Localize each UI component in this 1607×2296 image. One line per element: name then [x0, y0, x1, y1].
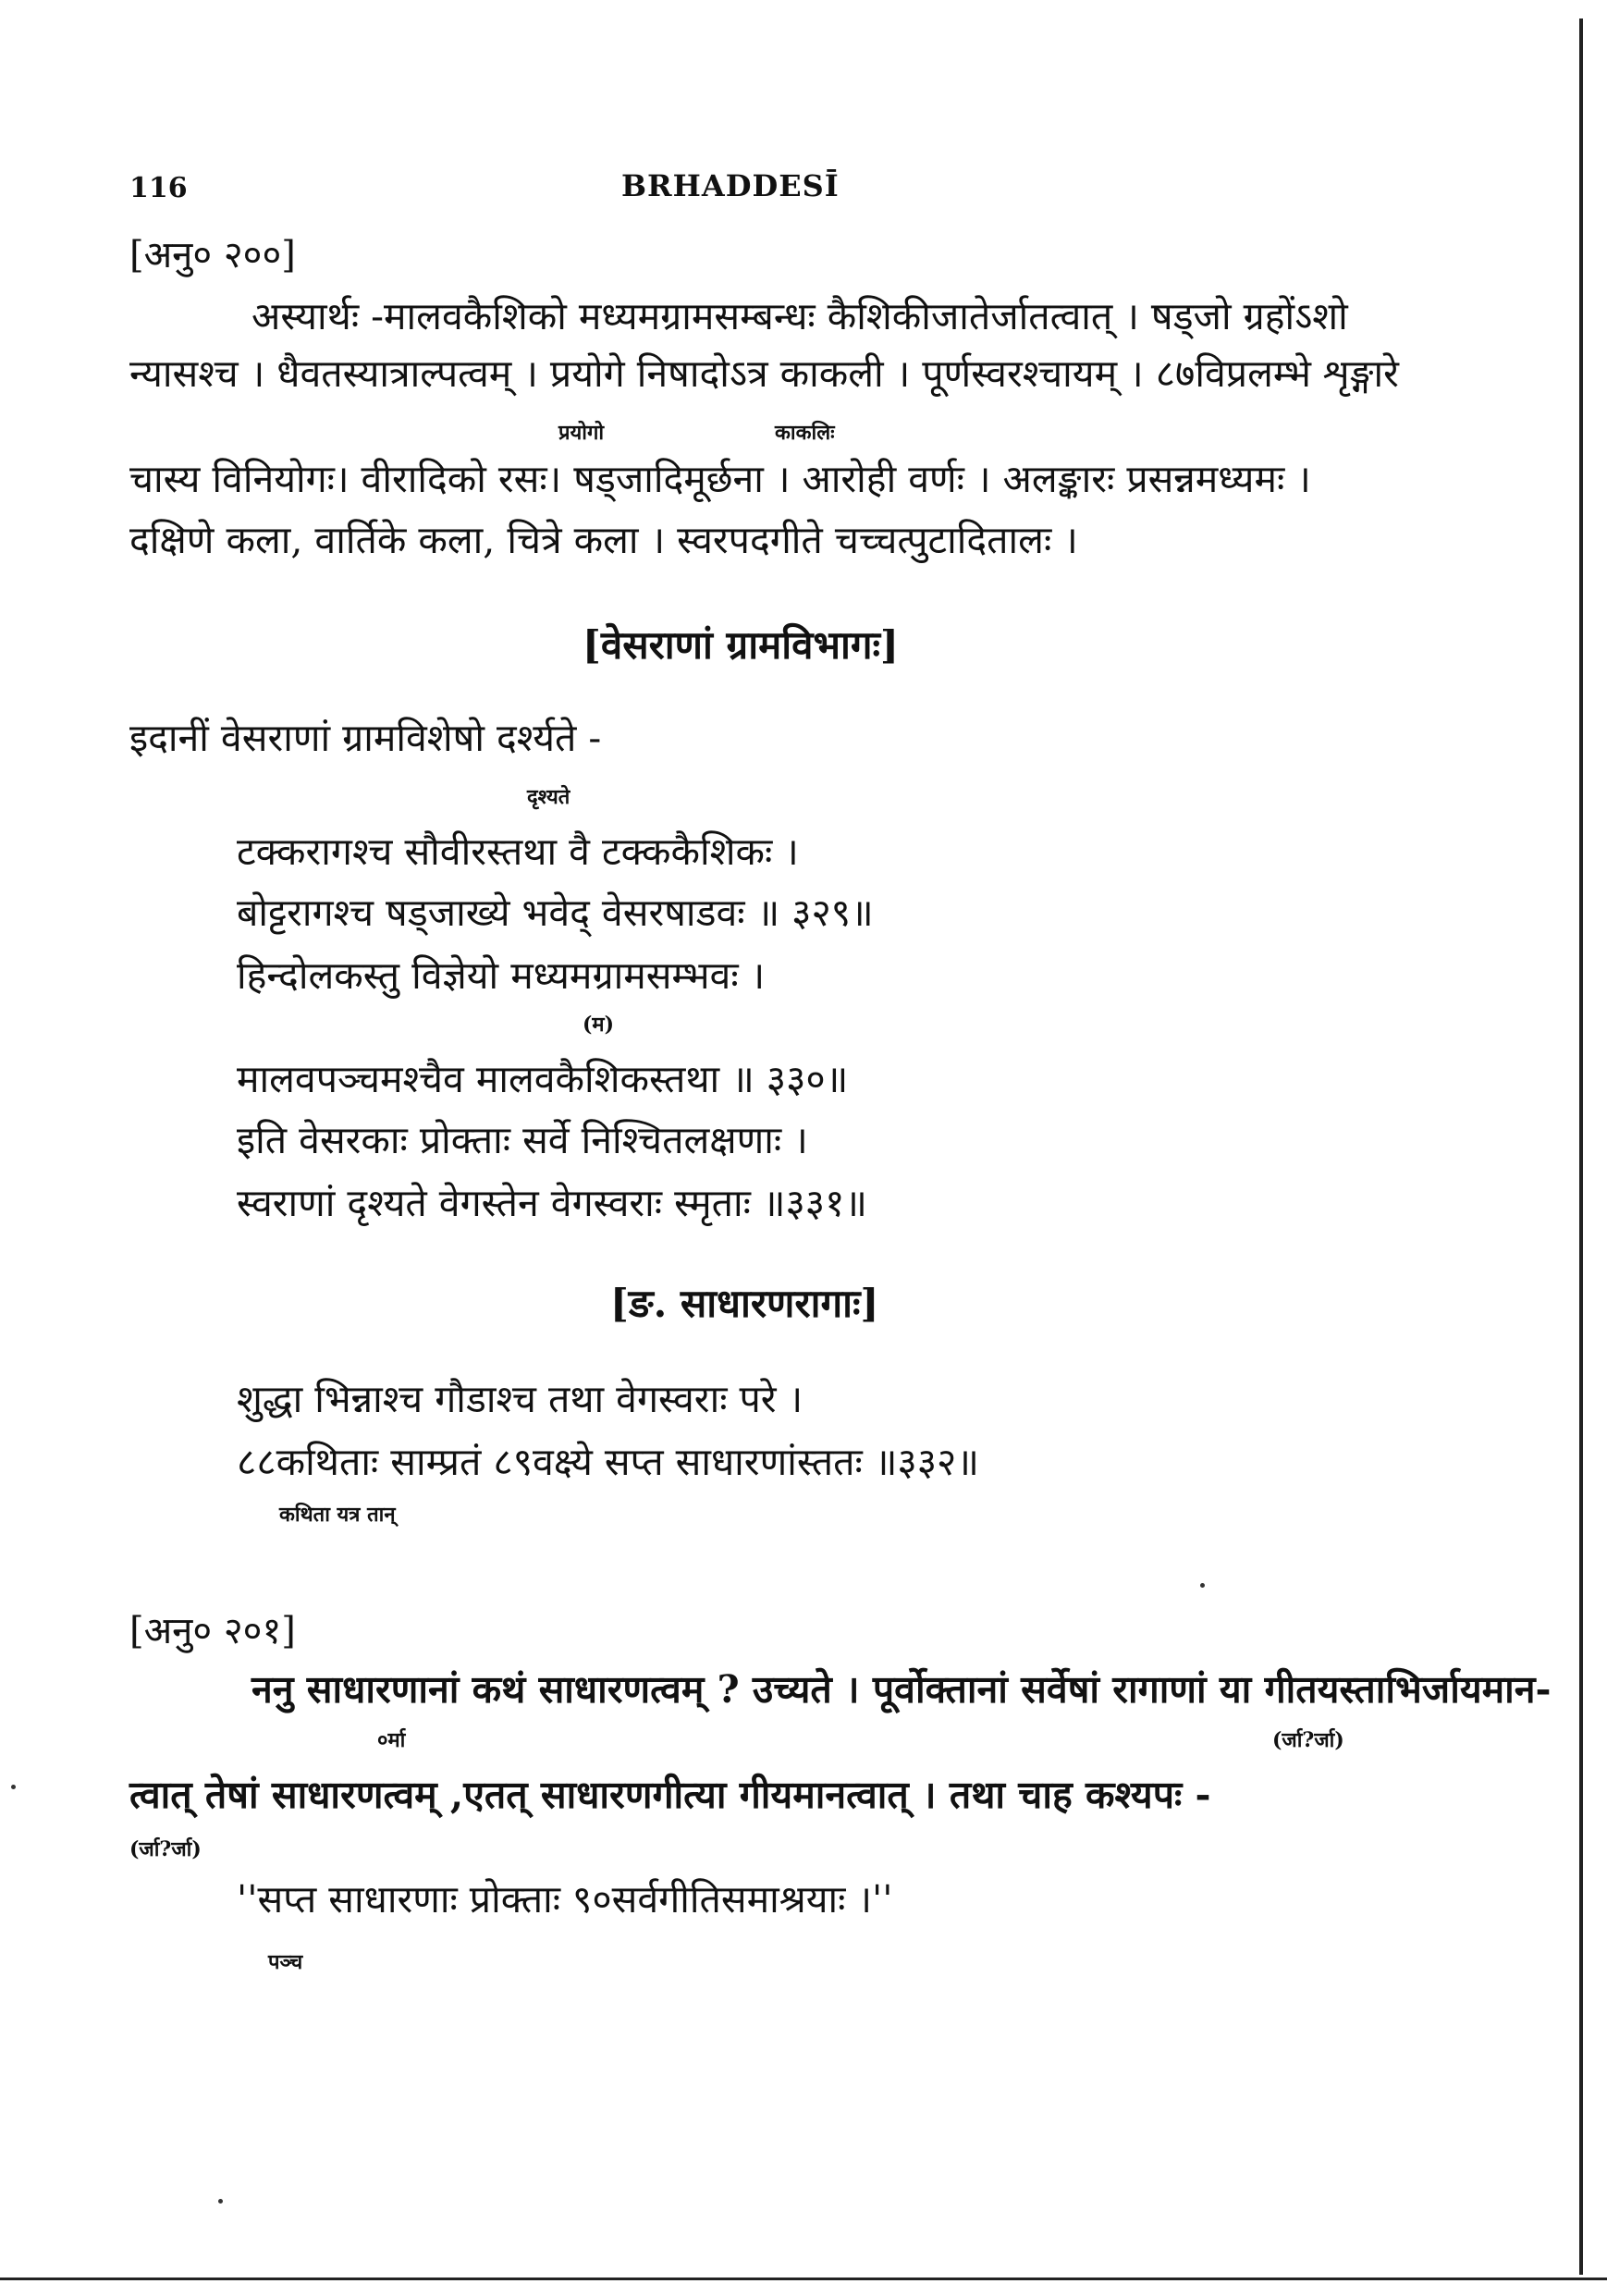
paragraph-line: न्यासश्च । धैवतस्यात्राल्पत्वम् । प्रयोगे निषादोऽत्र काकली । पूर्णस्वरश्चायम् । ८७विप्रलम्भे शृङ्गारे: [129, 351, 1399, 396]
running-head: BRHADDESĪ: [621, 168, 840, 203]
footnote-gloss: (म): [583, 1013, 614, 1037]
paragraph-line: त्वात् तेषां साधारणत्वम् ,एतत् साधारणगीत्या गीयमानत्वात् । तथा चाह कश्यपः -: [129, 1773, 1211, 1817]
footnote-gloss: पञ्च: [268, 1950, 303, 1974]
footnote-gloss: दृश्यते: [527, 785, 570, 809]
footnote-gloss: (र्जा?र्जा): [1272, 1728, 1344, 1752]
paragraph-line: अस्यार्थः -मालवकैशिको मध्यमग्रामसम्बन्धः कैशिकीजातेर्जातत्वात् । षड्जो ग्रहोंऽशो: [251, 294, 1348, 338]
scan-speck: [1200, 1583, 1205, 1588]
verse-line: हिन्दोलकस्तु विज्ञेयो मध्यमग्रामसम्भवः ।: [237, 953, 766, 998]
scan-border-bottom: [0, 2278, 1607, 2280]
section-heading: [वेसराणां ग्रामविभागः]: [583, 622, 899, 668]
section-label-201: [अनु० २०१]: [129, 1610, 296, 1652]
verse-line: शुद्धा भिन्नाश्च गौडाश्च तथा वेगस्वराः परे ।: [237, 1377, 804, 1421]
intro-line: इदानीं वेसराणां ग्रामविशेषो दर्श्यते -: [129, 716, 602, 760]
verse-line: मालवपञ्चमश्चैव मालवकैशिकस्तथा ॥ ३३०॥: [237, 1057, 849, 1101]
footnote-gloss: काकलिः: [775, 421, 835, 445]
verse-line: इति वेसरकाः प्रोक्ताः सर्वे निश्चितलक्षणाः ।: [237, 1118, 808, 1162]
quote-line: ''सप्त साधारणाः प्रोक्ताः ९०सर्वगीतिसमाश्रयाः ।'': [237, 1877, 893, 1922]
paragraph-line: चास्य विनियोगः। वीरादिको रसः। षड्जादिमूर्छना । आरोही वर्णः । अलङ्कारः प्रसन्नमध्यमः ।: [129, 457, 1311, 501]
footnote-gloss: ०र्मा: [377, 1728, 406, 1752]
paragraph-line: ननु साधारणानां कथं साधारणत्वम् ? उच्यते । पूर्वोक्तानां सर्वेषां रागाणां या गीतयस्ताभिर्जायमान-: [251, 1667, 1552, 1712]
verse-line: स्वराणां दृश्यते वेगस्तेन वेगस्वराः स्मृताः ॥३३१॥: [237, 1181, 867, 1225]
paragraph-line: दक्षिणे कला, वार्तिके कला, चित्रे कला । स्वरपदगीते चच्चत्पुटादितालः ।: [129, 518, 1078, 562]
scan-speck: [218, 2199, 223, 2204]
scan-border-right: [1579, 18, 1583, 2275]
verse-line: ८८कथिताः साम्प्रतं ८९वक्ष्ये सप्त साधारणांस्ततः ॥३३२॥: [237, 1440, 979, 1484]
footnote-gloss: (र्जा?र्जा): [129, 1837, 202, 1861]
section-label-200: [अनु० २००]: [129, 234, 296, 276]
footnote-gloss: प्रयोगो: [558, 421, 605, 445]
verse-line: बोट्टरागश्च षड्जाख्ये भवेद् वेसरषाडवः ॥ ३२९॥: [237, 890, 874, 935]
verse-line: टक्करागश्च सौवीरस्तथा वै टक्ककैशिकः ।: [237, 829, 799, 874]
scan-speck: [11, 1785, 16, 1789]
page-number: 116: [129, 172, 188, 204]
footnote-gloss: कथिता यत्र तान्: [279, 1503, 396, 1527]
section-heading: [ङ. साधारणरागाः]: [610, 1281, 879, 1326]
